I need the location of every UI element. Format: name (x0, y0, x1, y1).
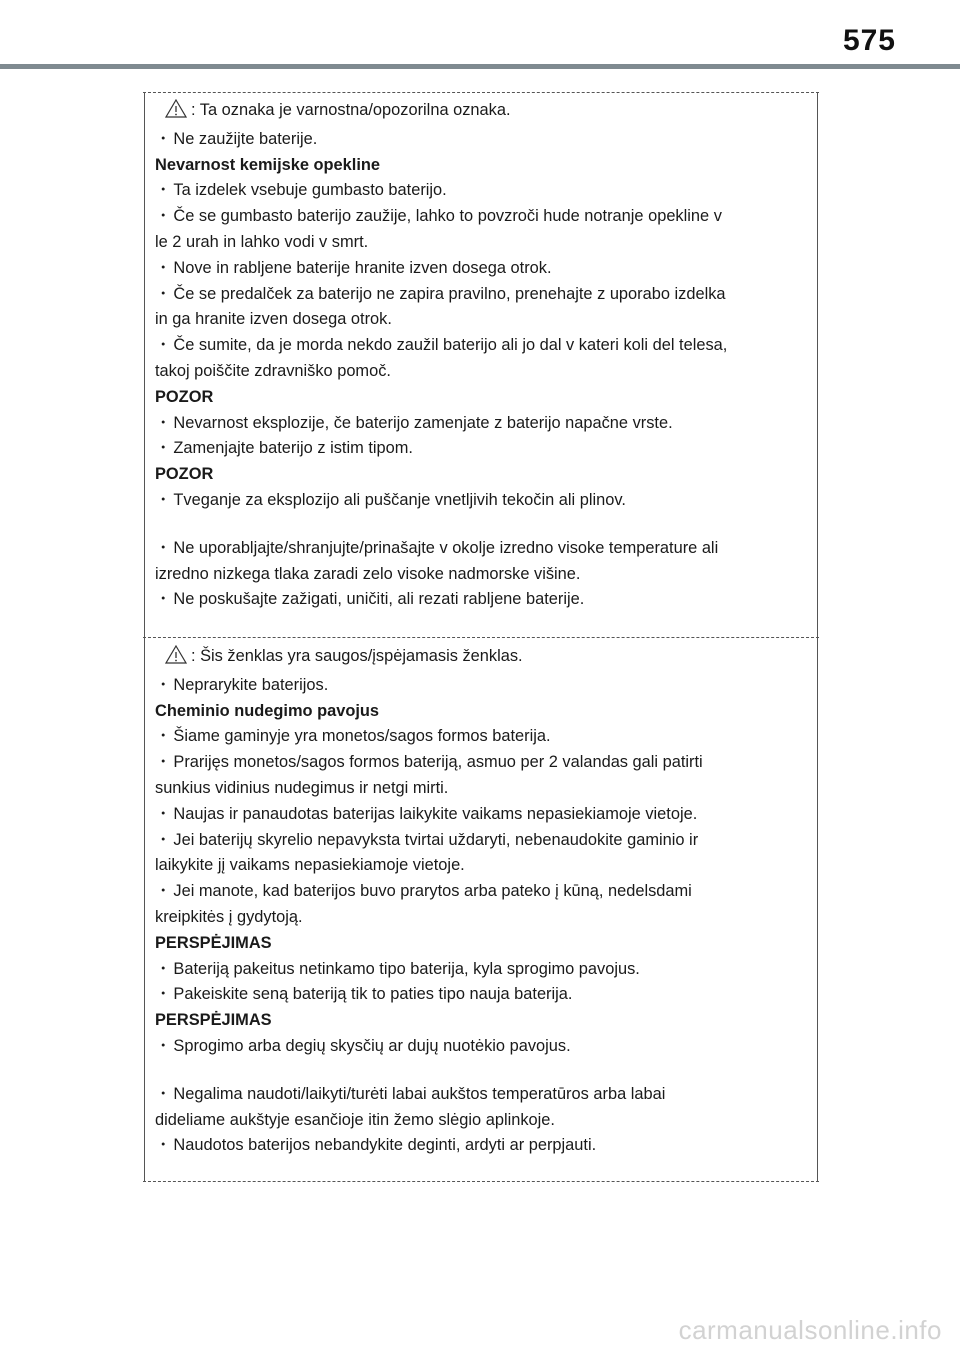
bullet-item (155, 879, 817, 905)
bullet-item (155, 587, 817, 613)
bullet-icon: ・ (155, 258, 172, 277)
continuation-line (155, 230, 817, 256)
line-text: Šiame gaminyje yra monetos/sagos formos baterija. (173, 727, 551, 746)
bullet-icon: ・ (155, 985, 172, 1004)
bullet-icon: ・ (155, 675, 172, 694)
line-text: sunkius vidinius nudegimus ir netgi mirti. (155, 778, 449, 797)
bullet-item (155, 750, 817, 776)
warning-label-line (155, 98, 817, 127)
line-text: kreipkitės į gydytoją. (155, 907, 303, 926)
bullet-item (155, 436, 817, 462)
bullet-item (155, 282, 817, 308)
bullet-icon: ・ (155, 1136, 172, 1155)
line-text: Pakeiskite seną bateriją tik to paties tipo nauja baterija. (173, 985, 573, 1004)
line-text: Bateriją pakeitus netinkamo tipo baterija, kyla sprogimo pavojus. (173, 959, 640, 978)
section-content (145, 92, 817, 613)
line-text: le 2 urah in lahko vodi v smrt. (155, 232, 369, 251)
line-text: POZOR (155, 465, 214, 484)
bullet-icon: ・ (155, 284, 172, 303)
line-text: Nove in rabljene baterije hranite izven dosega otrok. (173, 258, 552, 277)
line-text: Sprogimo arba degių skysčių ar dujų nuotėkio pavojus. (173, 1036, 571, 1055)
bullet-item (155, 1082, 817, 1108)
continuation-line (155, 562, 817, 588)
line-text: Naujas ir panaudotas baterijas laikykite vaikams nepasiekiamoje vietoje. (173, 804, 698, 823)
bullet-item (155, 673, 817, 699)
bullet-icon: ・ (155, 804, 172, 823)
line-text: Cheminio nudegimo pavojus (155, 701, 380, 720)
bullet-item (155, 411, 817, 437)
line-text: in ga hranite izven dosega otrok. (155, 310, 392, 329)
bullet-icon: ・ (155, 1036, 172, 1055)
continuation-line (155, 905, 817, 931)
line-text: takoj poiščite zdravniško pomoč. (155, 361, 391, 380)
bullet-icon: ・ (155, 490, 172, 509)
line-text: Ne uporabljajte/shranjujte/prinašajte v okolje izredno visoke temperature ali (173, 538, 719, 557)
line-text: Če sumite, da je morda nekdo zaužil baterijo ali jo dal v kateri koli del telesa, (173, 336, 728, 355)
bullet-item (155, 256, 817, 282)
bullet-item (155, 178, 817, 204)
lithuanian-warning-section (144, 638, 818, 1182)
bullet-icon: ・ (155, 830, 172, 849)
bullet-item (155, 1133, 817, 1159)
bullet-item (155, 828, 817, 854)
line-text: Če se predalček za baterijo ne zapira pravilno, prenehajte z uporabo izdelka (173, 284, 726, 303)
line-text: POZOR (155, 387, 214, 406)
warning-triangle-icon (165, 645, 187, 673)
bullet-item (155, 982, 817, 1008)
line-text: Negalima naudoti/laikyti/turėti labai aukštos temperatūros arba labai (173, 1084, 666, 1103)
bullet-icon: ・ (155, 413, 172, 432)
line-text: Jei manote, kad baterijos buvo prarytos arba pateko į kūną, nedelsdami (173, 882, 692, 901)
line-text: Neprarykite baterijos. (173, 675, 329, 694)
bullet-icon: ・ (155, 882, 172, 901)
continuation-line (155, 359, 817, 385)
bullet-icon: ・ (155, 538, 172, 557)
line-text: Ne zaužijte baterije. (173, 129, 318, 148)
bullet-icon: ・ (155, 590, 172, 609)
warning-triangle-icon (165, 99, 187, 127)
line-text: Nevarnost kemijske opekline (155, 155, 381, 174)
bullet-icon: ・ (155, 727, 172, 746)
section-heading (155, 1008, 817, 1034)
page-number: 575 (842, 24, 896, 57)
section-top-divider (143, 92, 819, 93)
line-text: Jei baterijų skyrelio nepavyksta tvirtai uždaryti, nebenaudokite gaminio ir (173, 830, 699, 849)
bullet-item (155, 802, 817, 828)
line-text: PERSPĖJIMAS (155, 933, 272, 952)
line-text: PERSPĖJIMAS (155, 1011, 272, 1030)
section-lines (155, 127, 817, 613)
bullet-icon: ・ (155, 1084, 172, 1103)
bullet-item (155, 957, 817, 983)
line-text: Naudotos baterijos nebandykite deginti, ardyti ar perpjauti. (173, 1136, 597, 1155)
section-bottom-divider (143, 1181, 819, 1182)
section-lines (155, 673, 817, 1159)
continuation-line (155, 1108, 817, 1134)
line-text: izredno nizkega tlaka zaradi zelo visoke nadmorske višine. (155, 564, 581, 583)
line-text: Nevarnost eksplozije, če baterijo zamenjate z baterijo napačne vrste. (173, 413, 673, 432)
warning-label-text: : Šis ženklas yra saugos/įspėjamasis ženklas. (191, 647, 523, 665)
continuation-line (155, 307, 817, 333)
line-text: dideliame aukštyje esančioje itin žemo slėgio aplinkoje. (155, 1110, 555, 1129)
bullet-icon: ・ (155, 336, 172, 355)
watermark: carmanualsonline.info (678, 1315, 942, 1345)
section-heading (155, 153, 817, 179)
bullet-icon: ・ (155, 129, 172, 148)
line-text: Ta izdelek vsebuje gumbasto baterijo. (173, 181, 447, 200)
bullet-icon: ・ (155, 753, 172, 772)
bullet-item (155, 536, 817, 562)
warning-label-line (155, 644, 817, 673)
slovenian-warning-section (144, 92, 818, 638)
line-text: Tveganje za eksplozijo ali puščanje vnetljivih tekočin ali plinov. (173, 490, 626, 509)
bullet-item (155, 1034, 817, 1060)
section-heading (155, 931, 817, 957)
line-text: laikykite jį vaikams nepasiekiamoje vietoje. (155, 856, 465, 875)
line-text: Ne poskušajte zažigati, uničiti, ali rezati rabljene baterije. (173, 590, 585, 609)
warning-label-text: : Ta oznaka je varnostna/opozorilna oznaka. (191, 101, 511, 119)
bullet-icon: ・ (155, 181, 172, 200)
bullet-icon: ・ (155, 207, 172, 226)
bullet-item (155, 204, 817, 230)
bullet-icon: ・ (155, 439, 172, 458)
section-content (145, 638, 817, 1159)
bullet-icon: ・ (155, 959, 172, 978)
line-text: Zamenjajte baterijo z istim tipom. (173, 439, 413, 458)
continuation-line (155, 853, 817, 879)
bullet-item (155, 488, 817, 514)
line-text: Prarijęs monetos/sagos formos bateriją, asmuo per 2 valandas gali patirti (173, 753, 703, 772)
continuation-line (155, 776, 817, 802)
section-heading (155, 699, 817, 725)
line-text: Če se gumbasto baterijo zaužije, lahko to povzroči hude notranje opekline v (173, 207, 722, 226)
bullet-item (155, 724, 817, 750)
bullet-item (155, 333, 817, 359)
section-heading (155, 385, 817, 411)
bullet-item (155, 127, 817, 153)
section-heading (155, 462, 817, 488)
header-rule (0, 64, 960, 69)
